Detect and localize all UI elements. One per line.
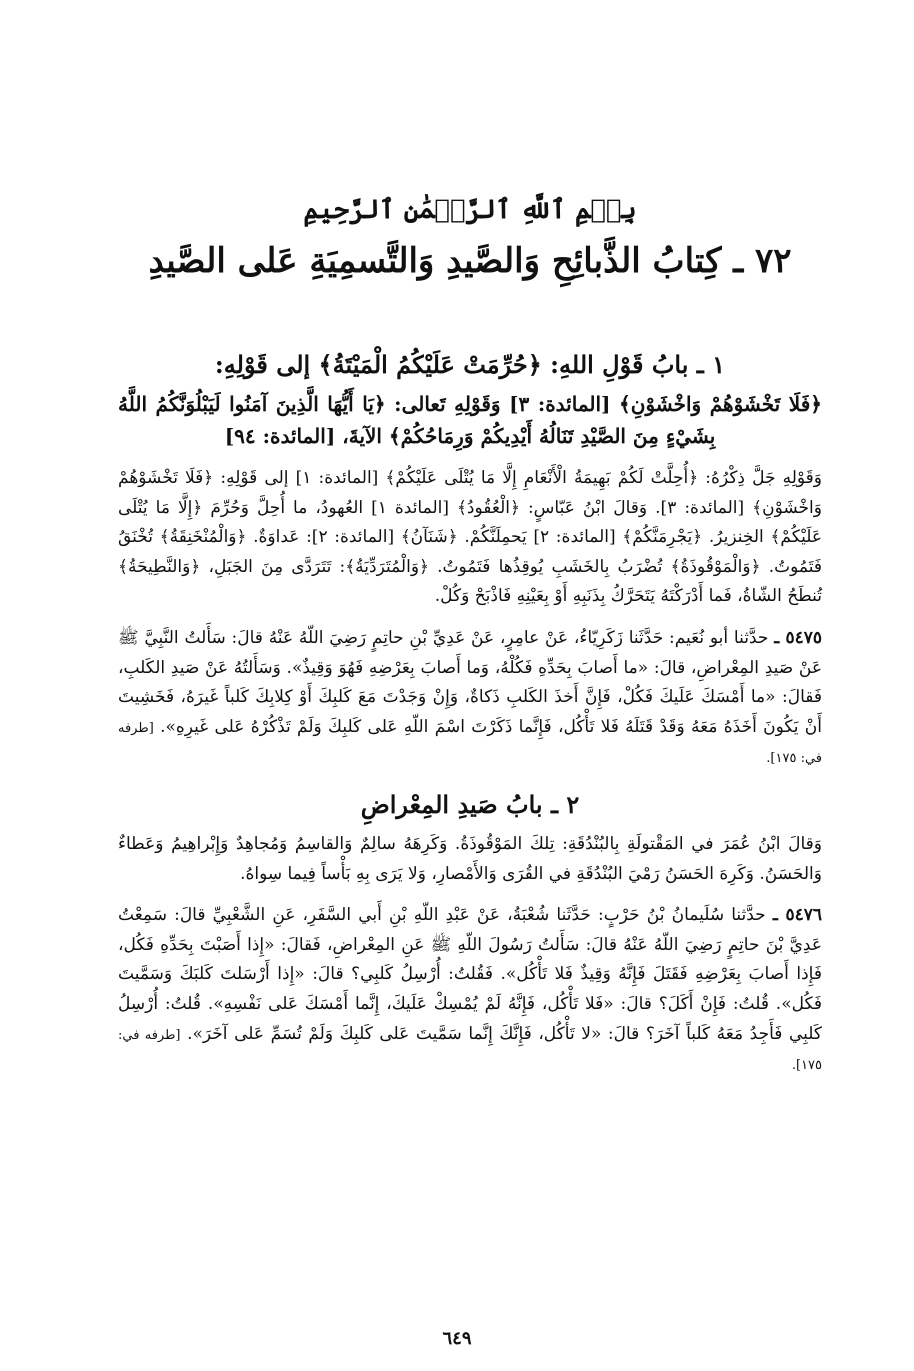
hadith-number: ٥٤٧٦ ـ bbox=[772, 905, 823, 926]
hadith-5476 bbox=[118, 901, 822, 1081]
chapter-1-verse: ﴿فَلَا تَخْشَوْهُمْ وَاخْشَوْنِ﴾ [المائدة: ٣] وَقَوْلِهِ تَعالى: ﴿يَا أَيُّهَا الَّذِينَ آمَنُوا لَيَبْلُوَنَّكُمُ اللَّهُ بِشَيْءٍ مِنَ الصَّيْدِ تَنَالُهُ أَيْدِيكُمْ وَرِمَاحُكُمْ﴾ الآيةَ، [المائدة: ٩٤] bbox=[118, 392, 822, 448]
hadith-text: حدَّثنا أبو نُعَيم: حَدَّثَنا زَكَرِيّاءُ، عَنْ عامِرٍ، عَنْ عَدِيِّ بْنِ حاتِمٍ رَضِيَ اللّهُ عَنْهُ قالَ: سَأَلتُ النَّبِيَّ ﷺ عَنْ صَيدِ المِعْراضِ، قالَ: «ما أَصابَ بِحَدِّهِ فَكُلْهُ، وَما أَصابَ بِعَرْضِهِ فَهُوَ وَقِيذٌ». وَسَأَلتُهُ عَنْ صَيدِ الكَلبِ، فَقالَ: «ما أَمْسَكَ عَلَيكَ فَكُلْ، فَإِنَّ أَخذَ الكَلبِ ذَكاةٌ، وَإِنْ وَجَدْتَ مَعَ كَلبِكَ أَوْ كِلابِكَ كَلباً غَيرَهُ، فَخَشِيتَ أَنْ يَكُونَ أَخَذَهُ مَعَهُ وَقَدْ قَتَلَهُ فَلا تَأْكُل، فَإِنَّما ذَكَرْتَ اسْمَ اللّهِ عَلى كَلبِكَ وَلَمْ تَذْكُرْهُ عَلى غَيرِهِ». bbox=[118, 627, 822, 737]
hadith-cross-reference: [طرفه في: ١٧٥]. bbox=[118, 720, 822, 767]
page-number: ٦٤٩ bbox=[442, 1328, 472, 1349]
hadith-text: حدَّثنا سُلَيمانُ بْنُ حَرْبٍ: حَدَّثَنا شُعْبَةُ، عَنْ عَبْدِ اللّهِ بْنِ أَبي السَّفَرِ، عَنِ الشَّعْبِيِّ قالَ: سَمِعْتُ عَدِيَّ بْنَ حاتِمٍ رَضِيَ اللّهُ عَنْهُ قالَ: سَأَلتُ رَسُولَ اللّهِ ﷺ عَنِ المِعْراضِ، فَقالَ: «إِذا أَصَبْتَ بِحَدِّهِ فَكُل، فَإِذا أَصابَ بِعَرْضِهِ فَقَتَلَ فَإِنَّهُ وَقِيذٌ فَلا تَأْكُل». فَقُلتُ: أُرْسِلُ كَلبِي؟ قالَ: «إِذا أَرْسَلتَ كَلبَكَ وَسَمَّيتَ فَكُل». قُلتُ: فَإِنْ أَكَلَ؟ قالَ: «فَلا تَأْكُل، فَإِنَّهُ لَمْ يُمْسِكْ عَلَيكَ، إِنَّما أَمْسَكَ عَلى نَفْسِهِ». قُلتُ: أُرْسِلُ كَلبِي فَأَجِدُ مَعَهُ كَلباً آخَرَ؟ قالَ: «لا تَأْكُل، فَإِنَّكَ إِنَّما سَمَّيتَ عَلى كَلبِكَ وَلَمْ تُسَمِّ عَلى آخَرَ». bbox=[118, 905, 822, 1044]
hadith-5475 bbox=[118, 624, 822, 774]
hadith-cross-reference: [طرفه في: ١٧٥]. bbox=[118, 1027, 822, 1074]
chapter-1-paragraph: وَقَوْلِهِ جَلَّ ذِكْرُهُ: ﴿أُحِلَّتْ لَكُمْ بَهِيمَةُ الْأَنْعَامِ إِلَّا مَا يُتْلَى عَلَيْكُمْ﴾ [المائدة: ١] إلى قَوْلِهِ: ﴿فَلَا تَخْشَوْهُمْ وَاخْشَوْنِ﴾ [المائدة: ٣]. وَقالَ ابْنُ عَبّاسٍ: ﴿الْعُقُودُ﴾ [المائدة ١] العُهودُ، ما أُحِلَّ وَحُرِّمَ ﴿إِلَّا مَا يُتْلَى عَلَيْكُمْ﴾ الخِنزيرُ. ﴿يَجْرِمَنَّكُمْ﴾ [المائدة: ٢] يَحمِلَنَّكُمْ. ﴿شَنَآنُ﴾ [المائدة: ٢]: عَداوَةٌ. ﴿وَالْمُنْخَنِقَةُ﴾ تُخْنَقُ فَتَمُوتُ. ﴿وَالْمَوْقُوذَةُ﴾ تُضْرَبُ بِالخَشَبِ يُوقِذُها فَتَمُوتُ. ﴿وَالْمُتَرَدِّيَةُ﴾: تَتَرَدَّى مِنَ الجَبَلِ، ﴿وَالنَّطِيحَةُ﴾ تُنطَحُ الشّاةُ، فَما أَدْرَكْتَهُ يَتَحَرَّكُ بِذَنَبِهِ أَوْ بِعَيْنِهِ فَاذْبَحْ وَكُلْ. bbox=[118, 468, 822, 607]
basmala: بِسۡمِ ٱللَّهِ ٱلرَّحۡمَٰنِ ٱلرَّحِيمِ bbox=[303, 195, 637, 225]
book-title: ٧٢ ـ كِتابُ الذَّبائِحِ وَالصَّيدِ وَالتَّسمِيَةِ عَلى الصَّيدِ bbox=[148, 241, 792, 281]
hadith-number: ٥٤٧٥ ـ bbox=[774, 627, 823, 648]
chapter-1-title: ١ ـ بابُ قَوْلِ اللهِ: ﴿حُرِّمَتْ عَلَيْكُمُ الْمَيْتَةُ﴾ إلى قَوْلِهِ: bbox=[214, 350, 726, 379]
chapter-2-title: ٢ ـ بابُ صَيدِ المِعْراضِ bbox=[360, 789, 580, 819]
chapter-2-paragraph: وَقالَ ابْنُ عُمَرَ في المَقْتولَةِ بِالبُنْدُقَةِ: تِلكَ المَوْقُوذَةُ. وَكَرِهَهُ سالِمٌ وَالقاسِمُ وَمُجاهِدٌ وَإِبْراهِيمُ وَعَطاءٌ وَالحَسَنُ. وَكَرِهَ الحَسَنُ رَمْيَ البُنْدُقَةِ في القُرَى وَالأَمْصارِ، وَلا يَرَى بِهِ بَأْساً فِيما سِواهُ. bbox=[118, 833, 822, 884]
